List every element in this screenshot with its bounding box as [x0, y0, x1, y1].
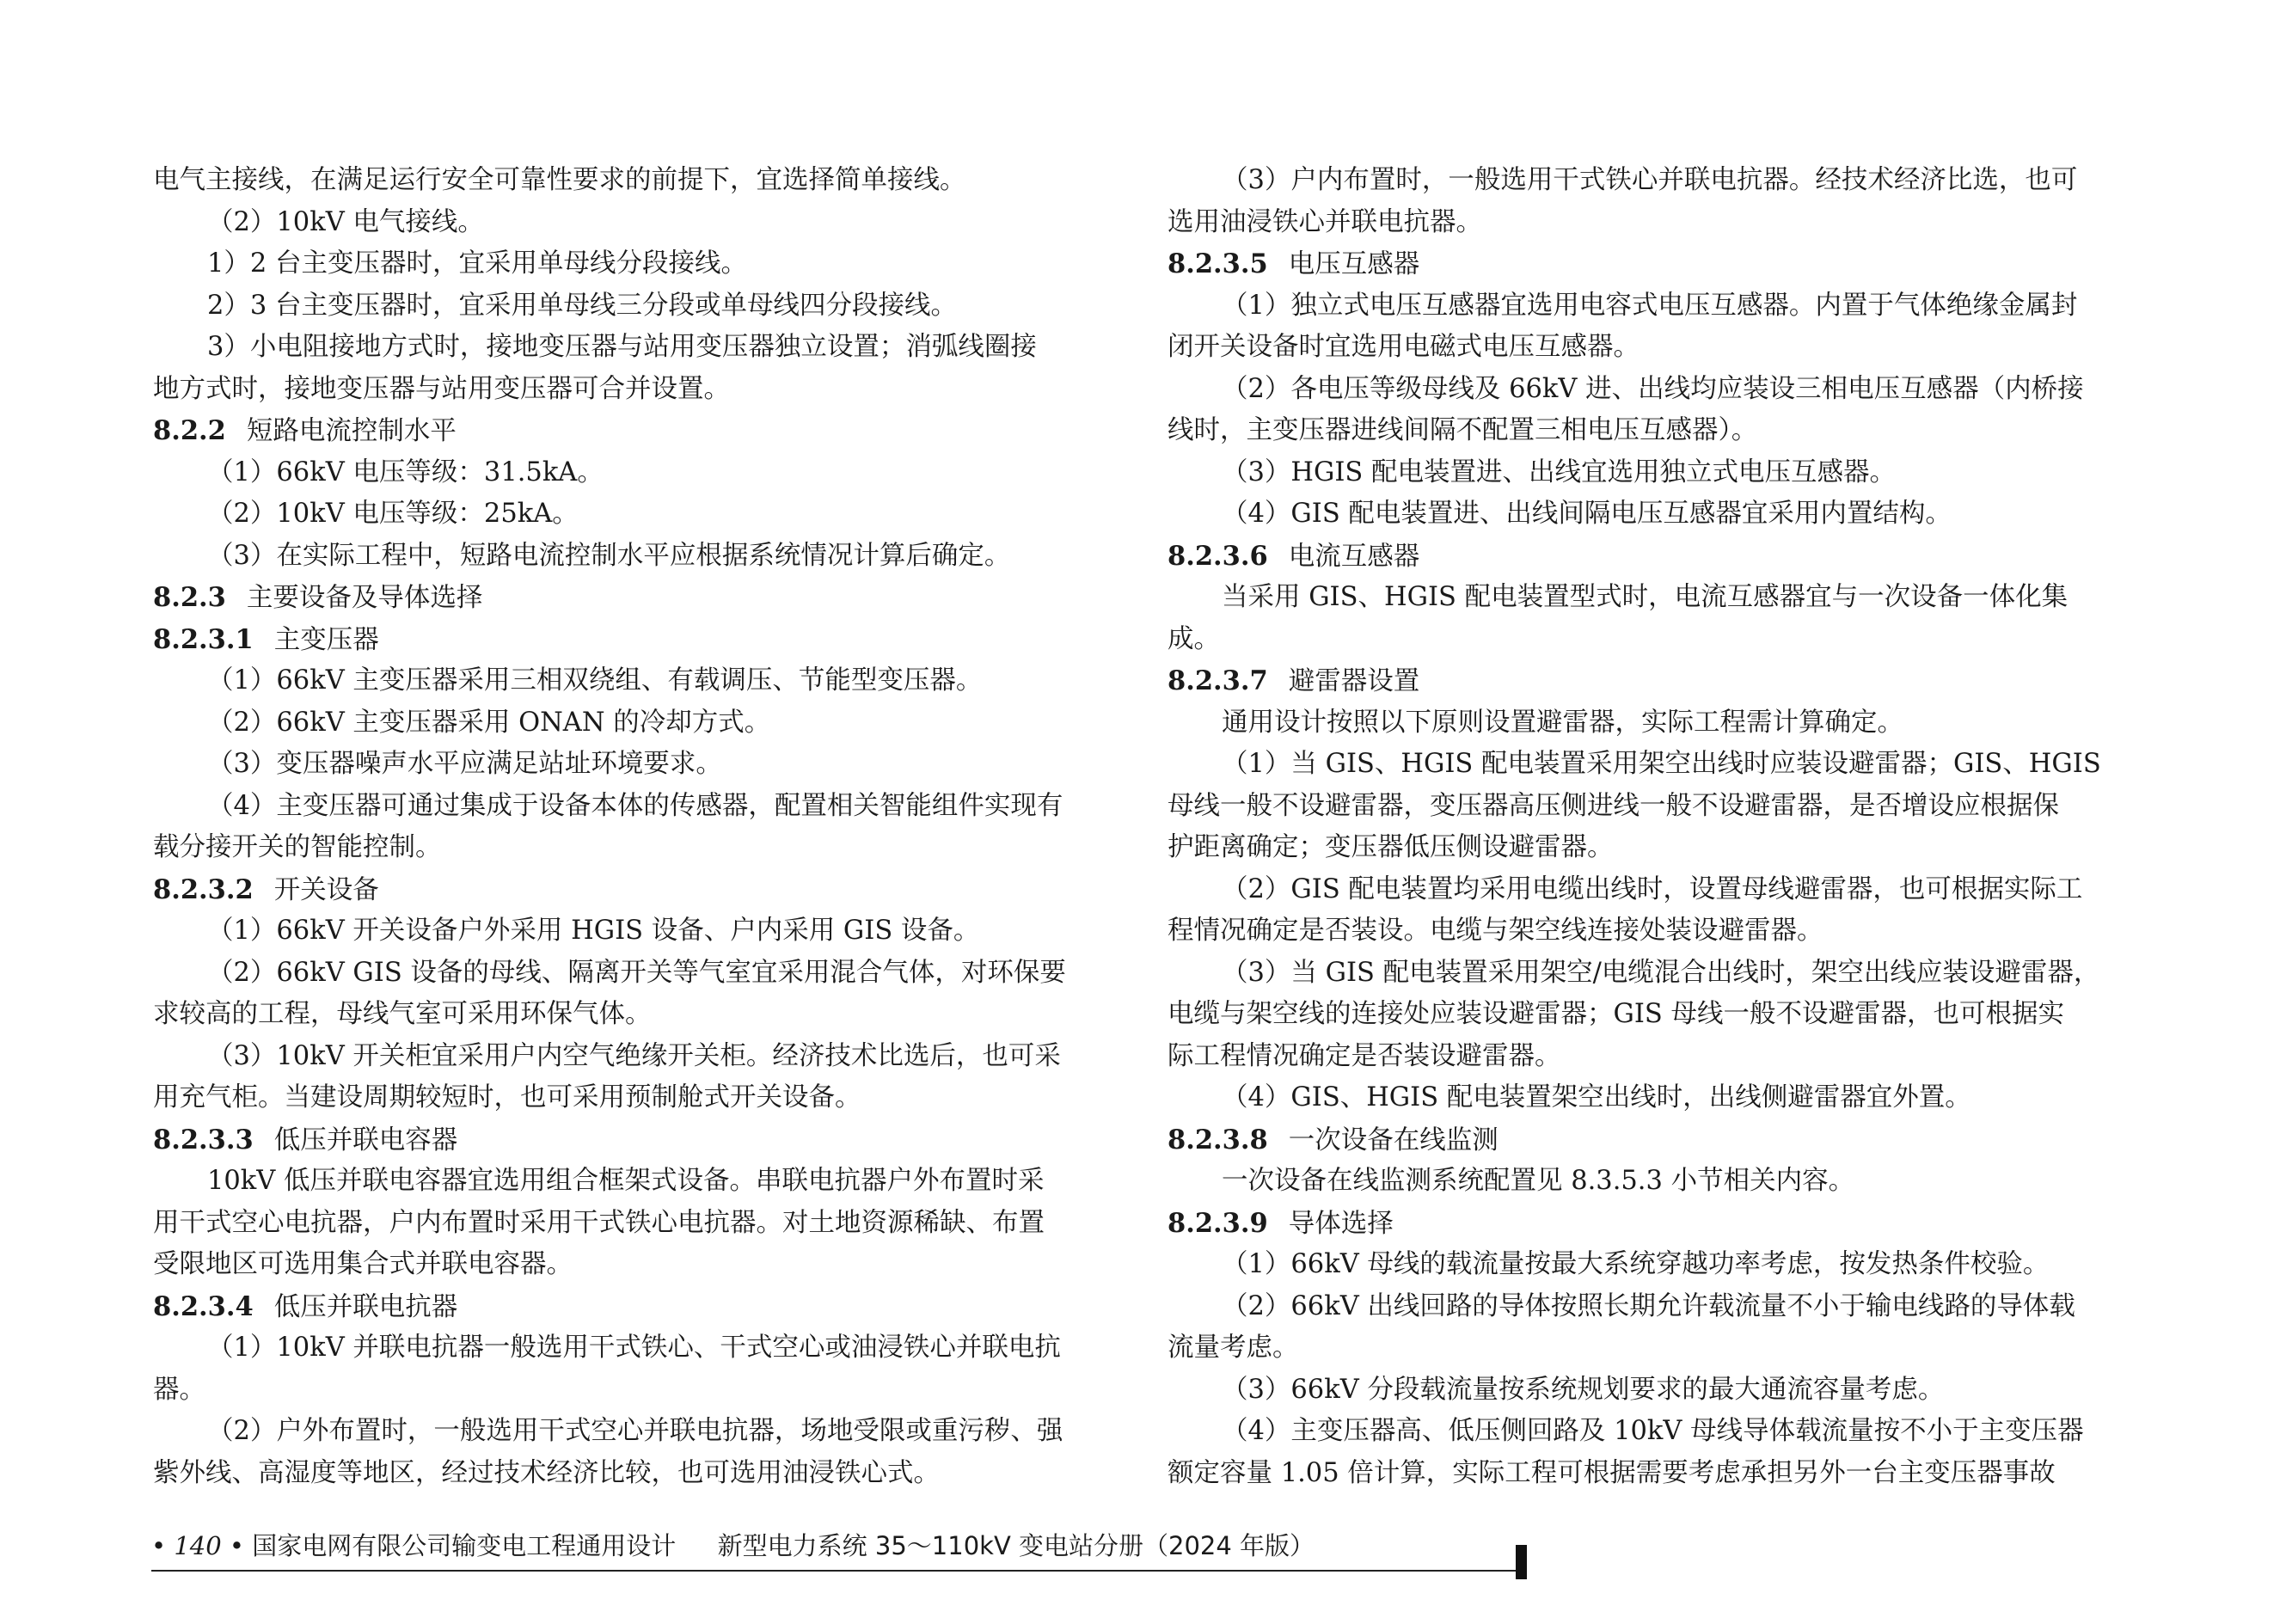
section-number: 8.2.3.7	[1168, 665, 1268, 696]
section-number: 8.2.3.9	[1168, 1207, 1268, 1239]
paragraph-line-first: （1）66kV 电压等级：31.5kA。	[207, 457, 604, 487]
paragraph-line-first: （3）66kV 分段载流量按系统规划要求的最大通流容量考虑。	[1222, 1374, 1945, 1405]
section-heading	[1168, 536, 2122, 578]
section-number: 8.2.3	[153, 582, 226, 613]
paragraph-line-first: （2）10kV 电压等级：25kA。	[207, 499, 579, 529]
section-heading	[1168, 243, 2122, 285]
paragraph-line: 程情况确定是否装设。电缆与架空线连接处装设避雷器。	[1168, 916, 1823, 946]
paragraph-line-first: （3）在实际工程中，短路电流控制水平应根据系统情况计算后确定。	[207, 540, 1011, 571]
paragraph-line-first: （4）主变压器可通过集成于设备本体的传感器，配置相关智能组件实现有	[207, 790, 1063, 821]
paragraph-line: 电气主接线，在满足运行安全可靠性要求的前提下，宜选择简单接线。	[153, 165, 966, 195]
paragraph-line: 用充气柜。当建设周期较短时，也可采用预制舱式开关设备。	[153, 1082, 861, 1112]
paragraph-line: 载分接开关的智能控制。	[153, 832, 442, 862]
section-heading	[1168, 1119, 2122, 1161]
paragraph-line: 成。	[1168, 623, 1220, 654]
section-number: 8.2.2	[153, 415, 226, 446]
paragraph-line-first: （3）10kV 开关柜宜采用户内空气绝缘开关柜。经济技术比选后，也可采	[207, 1040, 1061, 1071]
paragraph-line: 电缆与架空线的连接处应装设避雷器；GIS 母线一般不设避雷器，也可根据实	[1168, 999, 2064, 1029]
paragraph-line-first: 通用设计按照以下原则设置避雷器，实际工程需计算确定。	[1222, 707, 1903, 738]
section-heading	[153, 1119, 1107, 1161]
paragraph-line-first: （2）GIS 配电装置均采用电缆出线时，设置母线避雷器，也可根据实际工	[1222, 873, 2083, 904]
right-column	[1168, 160, 2122, 1494]
section-heading	[153, 869, 1107, 911]
section-number: 8.2.3.2	[153, 873, 254, 905]
paragraph-line: 闭开关设备时宜选用电磁式电压互感器。	[1168, 332, 1640, 362]
paragraph-line: 器。	[153, 1374, 205, 1405]
page-footer	[151, 1529, 1518, 1563]
section-heading	[153, 1286, 1107, 1328]
paragraph-line-first: 1）2 台主变压器时，宜采用单母线分段接线。	[207, 248, 748, 279]
paragraph-line-first: （3）变压器噪声水平应满足站址环境要求。	[207, 749, 722, 779]
section-title: 避雷器设置	[1288, 666, 1420, 696]
footer-publisher: 国家电网有限公司输变电工程通用设计	[252, 1531, 677, 1560]
paragraph-line-first: （1）当 GIS、HGIS 配电装置采用架空出线时应装设避雷器；GIS、HGIS	[1222, 749, 2101, 779]
paragraph-line-first: 一次设备在线监测系统配置见 8.3.5.3 小节相关内容。	[1222, 1166, 1855, 1196]
paragraph-line: 际工程情况确定是否装设避雷器。	[1168, 1040, 1561, 1071]
paragraph-line-first: （2）66kV 出线回路的导体按照长期允许载流量不小于输电线路的导体载	[1222, 1290, 2075, 1321]
paragraph-line-first: （3）户内布置时，一般选用干式铁心并联电抗器。经技术经济比选，也可	[1222, 165, 2078, 195]
left-column	[153, 160, 1107, 1494]
section-title: 主变压器	[273, 624, 379, 655]
section-title: 短路电流控制水平	[246, 416, 457, 446]
section-title: 低压并联电抗器	[273, 1291, 458, 1322]
paragraph-line: 线时，主变压器进线间隔不配置三相电压互感器）。	[1168, 415, 1758, 445]
section-heading	[153, 619, 1107, 661]
section-number: 8.2.3.6	[1168, 540, 1268, 572]
footer-book-title: 新型电力系统 35～110kV 变电站分册（2024 年版）	[717, 1531, 1315, 1560]
section-heading	[1168, 1203, 2122, 1245]
paragraph-line-first: （2）10kV 电气接线。	[207, 206, 484, 237]
paragraph-line-first: （1）66kV 母线的载流量按最大系统穿越功率考虑，按发热条件校验。	[1222, 1249, 2050, 1279]
paragraph-line: 流量考虑。	[1168, 1333, 1299, 1363]
paragraph-line-first: （4）主变压器高、低压侧回路及 10kV 母线导体载流量按不小于主变压器	[1222, 1416, 2084, 1446]
section-title: 电流互感器	[1288, 541, 1420, 572]
paragraph-line-first: （4）GIS 配电装置进、出线间隔电压互感器宜采用内置结构。	[1222, 499, 1952, 529]
page-number: • 140 •	[151, 1531, 244, 1560]
paragraph-line: 用干式空心电抗器，户内布置时采用干式铁心电抗器。对土地资源稀缺、布置	[153, 1207, 1045, 1238]
paragraph-line: 母线一般不设避雷器，变压器高压侧进线一般不设避雷器，是否增设应根据保	[1168, 790, 2059, 821]
paragraph-line: 额定容量 1.05 倍计算，实际工程可根据需要考虑承担另外一台主变压器事故	[1168, 1457, 2056, 1488]
paragraph-line-first: （2）66kV GIS 设备的母线、隔离开关等气室宜采用混合气体，对环保要	[207, 957, 1066, 988]
paragraph-line-first: （3）当 GIS 配电装置采用架空/电缆混合出线时，架空出线应装设避雷器，	[1222, 957, 2100, 988]
footer-edge-mark	[1516, 1545, 1527, 1579]
section-number: 8.2.3.3	[153, 1124, 254, 1155]
paragraph-line-first: （2）66kV 主变压器采用 ONAN 的冷却方式。	[207, 707, 771, 738]
paragraph-line-first: 2）3 台主变压器时，宜采用单母线三分段或单母线四分段接线。	[207, 290, 958, 321]
paragraph-line-first: 当采用 GIS、HGIS 配电装置型式时，电流互感器宜与一次设备一体化集	[1222, 582, 2069, 612]
section-title: 导体选择	[1288, 1208, 1394, 1239]
section-number: 8.2.3.5	[1168, 248, 1268, 279]
section-heading	[1168, 660, 2122, 702]
section-number: 8.2.3.1	[153, 623, 254, 655]
paragraph-line-first: （1）66kV 开关设备户外采用 HGIS 设备、户内采用 GIS 设备。	[207, 916, 980, 946]
paragraph-line-first: （2）各电压等级母线及 66kV 进、出线均应装设三相电压互感器（内桥接	[1222, 373, 2084, 404]
section-title: 一次设备在线监测	[1288, 1125, 1499, 1155]
footer-rule	[151, 1570, 1517, 1572]
paragraph-line-first: （1）独立式电压互感器宜选用电容式电压互感器。内置于气体绝缘金属封	[1222, 290, 2078, 321]
paragraph-line-first: 3）小电阻接地方式时，接地变压器与站用变压器独立设置；消弧线圈接	[207, 332, 1037, 362]
paragraph-line: 受限地区可选用集合式并联电容器。	[153, 1249, 573, 1279]
paragraph-line: 紫外线、高湿度等地区，经过技术经济比较，也可选用油浸铁心式。	[153, 1457, 940, 1488]
section-number: 8.2.3.8	[1168, 1124, 1268, 1155]
section-title: 主要设备及导体选择	[246, 583, 483, 613]
paragraph-line-first: （4）GIS、HGIS 配电装置架空出线时，出线侧避雷器宜外置。	[1222, 1082, 1971, 1112]
paragraph-line-first: （2）户外布置时，一般选用干式空心并联电抗器，场地受限或重污秽、强	[207, 1416, 1063, 1446]
section-title: 低压并联电容器	[273, 1125, 458, 1155]
section-title: 电压互感器	[1288, 249, 1420, 279]
paragraph-line-first: （3）HGIS 配电装置进、出线宜选用独立式电压互感器。	[1222, 457, 1897, 487]
section-title: 开关设备	[273, 874, 379, 905]
section-heading	[153, 577, 1107, 619]
paragraph-line: 选用油浸铁心并联电抗器。	[1168, 206, 1482, 237]
paragraph-line-first: （1）66kV 主变压器采用三相双绕组、有载调压、节能型变压器。	[207, 665, 983, 696]
paragraph-line: 求较高的工程，母线气室可采用环保气体。	[153, 999, 652, 1029]
section-number: 8.2.3.4	[153, 1290, 254, 1322]
paragraph-line-first: 10kV 低压并联电容器宜选用组合框架式设备。串联电抗器户外布置时采	[207, 1166, 1045, 1196]
paragraph-line: 护距离确定；变压器低压侧设避雷器。	[1168, 832, 1614, 862]
paragraph-line: 地方式时，接地变压器与站用变压器可合并设置。	[153, 373, 730, 404]
section-heading	[153, 410, 1107, 452]
paragraph-line-first: （1）10kV 并联电抗器一般选用干式铁心、干式空心或油浸铁心并联电抗	[207, 1333, 1061, 1363]
